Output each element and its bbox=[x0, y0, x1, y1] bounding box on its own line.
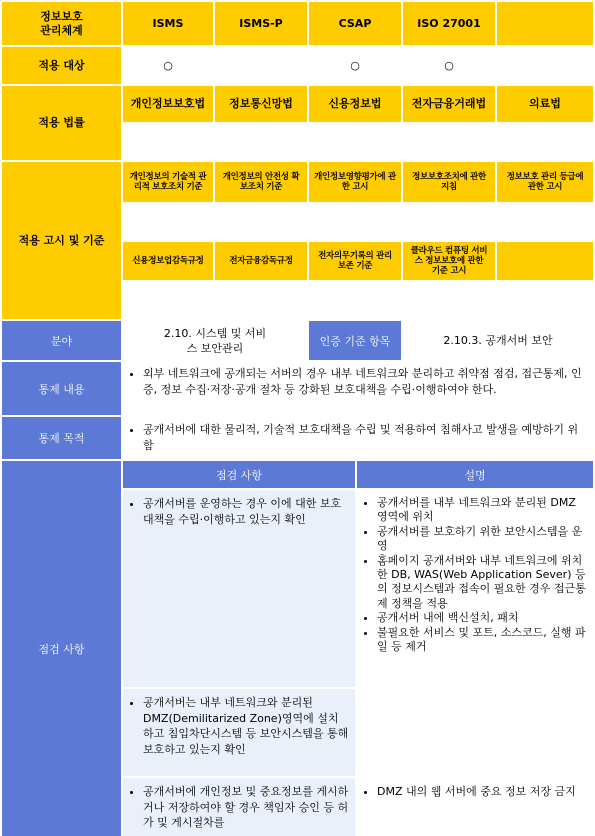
target-mark-isms: ○ bbox=[123, 47, 213, 84]
notice-blank bbox=[403, 204, 495, 240]
notice-blank bbox=[215, 204, 307, 240]
purpose-text: • 공개서버에 대한 물리적, 기술적 보호대책을 수립 및 적용하여 침해사고 발생을 예방하기 위함 bbox=[143, 422, 587, 453]
inspection-desc-cell bbox=[357, 778, 593, 836]
inspection-col-check: 점검 사항 bbox=[123, 461, 355, 488]
control-label: 통제 내용 bbox=[2, 362, 121, 415]
notice-blank bbox=[403, 282, 495, 319]
control-text: • 외부 네트워크에 공개되는 서버의 경우 내부 네트워크와 분리하고 취약점 점검, 접근통제, 인증, 정보 수집·저장·공개 절차 등 강화된 보호대책을 수립·이행하여야 한다. bbox=[143, 366, 587, 397]
inspection-desc-item: • 홈페이지 공개서버와 내부 네트워크에 위치한 DB, WAS(Web Application Sever) 등의 정보시스템과 접속이 필요한 경우 접근통제 정책을 적용 bbox=[377, 554, 587, 612]
target-mark-empty bbox=[497, 47, 593, 84]
inspection-desc-cell bbox=[357, 490, 593, 687]
notice-blank bbox=[123, 204, 213, 240]
header-row-label: 정보보호 관리체계 bbox=[2, 2, 121, 45]
target-mark-csap: ○ bbox=[309, 47, 401, 84]
inspection-desc-item: • 공개서버를 내부 네트워크와 분리된 DMZ 영역에 위치 bbox=[377, 496, 587, 525]
inspection-desc-cell bbox=[357, 689, 593, 776]
law-name: 의료법 bbox=[497, 86, 593, 122]
notice-name: 신용정보업감독규정 bbox=[123, 242, 213, 280]
inspection-desc-item: • DMZ 내의 웹 서버에 중요 정보 저장 금지 bbox=[377, 784, 576, 800]
header-col-isms: ISMS bbox=[123, 2, 213, 45]
inspection-check-cell bbox=[123, 689, 355, 776]
notice-blank bbox=[215, 282, 307, 319]
notice-name: 개인정보의 기술적 관리적 보호조치 기준 bbox=[123, 162, 213, 202]
law-name: 정보통신망법 bbox=[215, 86, 307, 122]
inspection-check-text: • 공개서버를 운영하는 경우 이에 대한 보호대책을 수립·이행하고 있는지 확인 bbox=[143, 496, 349, 527]
inspection-desc-item: • 공개서버를 보호하기 위한 보안시스템을 운영 bbox=[377, 525, 587, 554]
notice-name: 클라우드 컴퓨팅 서비스 정보보호에 관한 기준 고시 bbox=[403, 242, 495, 280]
inspection-desc-item: • 불필요한 서비스 및 포트, 소스코드, 실행 파일 등 제거 bbox=[377, 626, 587, 655]
notice-blank bbox=[309, 282, 401, 319]
law-blank bbox=[403, 124, 495, 160]
notice-blank bbox=[309, 204, 401, 240]
inspection-label: 점검 사항 bbox=[2, 461, 121, 836]
inspection-check-text: • 공개서버에 개인정보 및 중요정보를 게시하거나 저장하여야 할 경우 책임자 승인 등 허가 및 게시절차를 bbox=[143, 784, 349, 831]
law-name: 신용정보법 bbox=[309, 86, 401, 122]
notices-label: 적용 고시 및 기준 bbox=[2, 162, 121, 319]
header-col-empty bbox=[497, 2, 593, 45]
law-name: 전자금융거래법 bbox=[403, 86, 495, 122]
notice-name: 정보보호조치에 관한 지침 bbox=[403, 162, 495, 202]
control-text-cell bbox=[123, 362, 593, 415]
inspection-check-cell bbox=[123, 490, 355, 687]
target-mark-isms-p bbox=[215, 47, 307, 84]
field-label: 분야 bbox=[2, 321, 121, 360]
criteria-label: 인증 기준 항목 bbox=[309, 321, 401, 360]
notice-blank bbox=[497, 204, 593, 240]
target-mark-iso: ○ bbox=[403, 47, 495, 84]
notice-name: 정보보호 관리 등급에 관한 고시 bbox=[497, 162, 593, 202]
notice-name bbox=[497, 242, 593, 280]
inspection-check-cell bbox=[123, 778, 355, 836]
law-blank bbox=[497, 124, 593, 160]
purpose-label: 통제 목적 bbox=[2, 417, 121, 459]
header-col-isms-p: ISMS-P bbox=[215, 2, 307, 45]
criteria-value: 2.10.3. 공개서버 보안 bbox=[403, 321, 593, 360]
header-col-csap: CSAP bbox=[309, 2, 401, 45]
purpose-text-cell bbox=[123, 417, 593, 459]
notice-name: 개인정보영향평가에 관한 고시 bbox=[309, 162, 401, 202]
notice-name: 개인정보의 안전성 확보조치 기준 bbox=[215, 162, 307, 202]
law-blank bbox=[123, 124, 213, 160]
inspection-check-text: • 공개서버는 내부 네트워크와 분리된 DMZ(Demilitarized Zone)영역에 설치하고 침입차단시스템 등 보안시스템을 통해 보호하고 있는지 확인 bbox=[143, 695, 349, 757]
laws-label: 적용 법률 bbox=[2, 86, 121, 160]
inspection-col-desc: 설명 bbox=[357, 461, 593, 488]
notice-name: 전자의무기록의 관리 보존 기준 bbox=[309, 242, 401, 280]
field-value: 2.10. 시스템 및 서비스 보안관리 bbox=[123, 321, 307, 360]
notice-blank bbox=[497, 282, 593, 319]
law-blank bbox=[215, 124, 307, 160]
inspection-desc-item: • 공개서버 내에 백신설치, 패치 bbox=[377, 611, 587, 625]
target-label: 적용 대상 bbox=[2, 47, 121, 84]
header-col-iso27001: ISO 27001 bbox=[403, 2, 495, 45]
notice-blank bbox=[123, 282, 213, 319]
law-blank bbox=[309, 124, 401, 160]
notice-name: 전자금융감독규정 bbox=[215, 242, 307, 280]
law-name: 개인정보보호법 bbox=[123, 86, 213, 122]
